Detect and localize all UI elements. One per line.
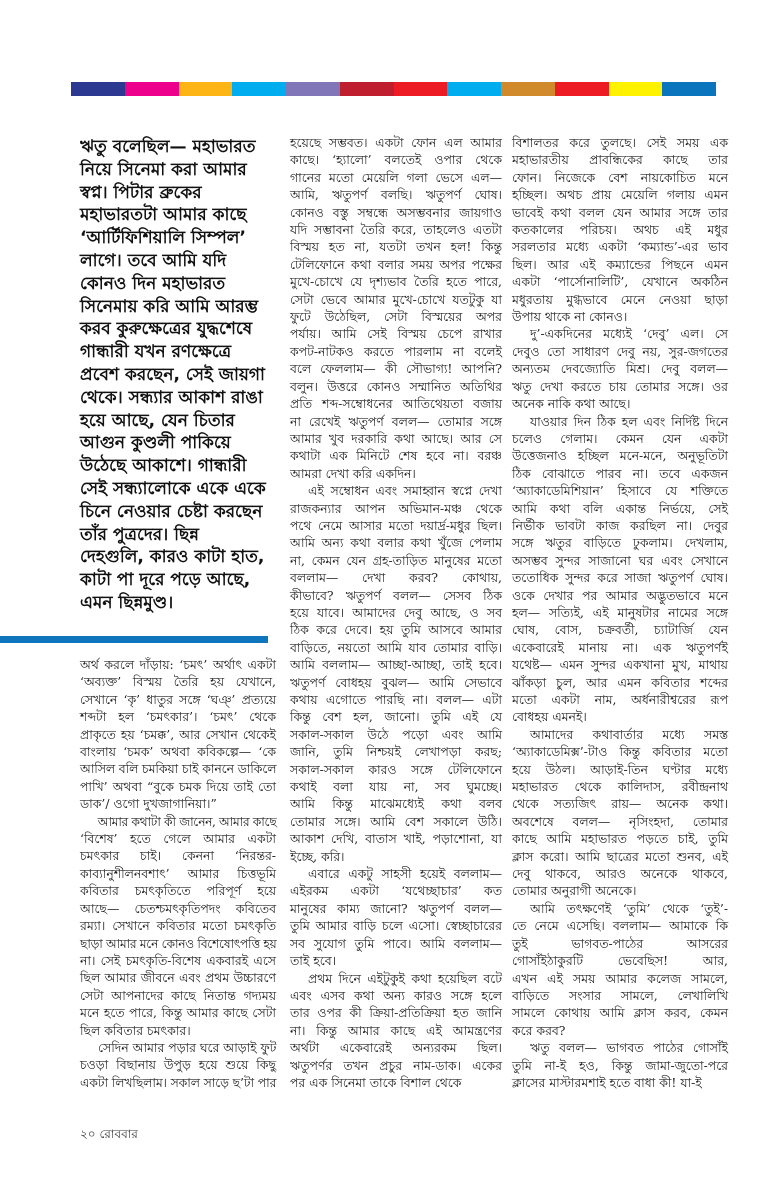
text-line: ঋতুপর্ণর তখন প্রচুর নাম-ডাক। একের	[290, 1057, 502, 1073]
text-line: ঋতু বলল— ভাগবত পাঠের গোসাঁই	[530, 1040, 728, 1056]
text-line: ছিল আমার জীবনে এবং প্রথম উচ্চারণে	[80, 970, 276, 986]
text-line: আমি, ঋতুপর্ণ বলছি। ঋতুপর্ণ ঘোষ।	[290, 187, 502, 203]
text-line: আমি তৎক্ষণেই ‘তুমি’ থেকে ‘তুই’-	[530, 900, 728, 916]
text-line: আকাশ দেখি, বাতাস খাই, পড়াশোনা, যা	[290, 831, 502, 847]
text-line: সেটা আপনাদের কাছে নিতান্ত গদ্যময়	[80, 987, 276, 1003]
pull-quote-line: সিনেমায় করি আমি আরম্ভ	[80, 296, 259, 317]
text-line: ছাড়া আমার মনে কোনও বিশেষোৎপত্তি হয়	[80, 935, 277, 951]
text-line: হয়েছে সম্ভবত। একটা ফোন এল আমার	[290, 135, 502, 150]
text-line: কথায় এগোতে পারছি না। বলল— এটা	[290, 692, 502, 707]
color-segment	[179, 82, 233, 96]
text-line: বাড়িতে সংসার সামলে, লেখালিখি	[512, 987, 728, 1003]
paragraph	[512, 134, 728, 325]
color-segment	[609, 82, 663, 96]
text-line: কপট-নাটকও করতে পারলাম না বলেই	[290, 343, 502, 359]
color-segment	[447, 82, 501, 96]
text-line: মানুষের কাম্য জানো? ঋতুপর্ণ বলল—	[290, 900, 502, 916]
paragraph	[290, 482, 502, 865]
text-line: দেবুও তো সাধারণ দেবু নয়, সুর-জগতের	[512, 343, 728, 359]
pull-quote-line: এমন ছিন্নমুণ্ড।	[80, 592, 174, 613]
text-line: একটা লিখছিলাম। সকাল সাড়ে ছ’টা পার	[80, 1074, 277, 1090]
text-line: করে করব?	[512, 1022, 566, 1038]
text-line: হয়ে উঠল। আড়াই-তিন ঘণ্টার মধ্যে	[512, 761, 728, 777]
text-line: বাংলায় ‘চমক’ অথবা কবিকল্পে— ‘কে	[80, 744, 276, 760]
pull-quote	[80, 136, 276, 615]
paragraph	[290, 970, 502, 1092]
pull-quote-line: করব কুরুক্ষেত্রের যুদ্ধশেষে	[80, 319, 253, 340]
text-line: মহাভারত থেকে কালিদাস, রবীন্দ্রনাথ	[512, 779, 728, 795]
text-line: বলুন। উত্তরে কোনও সম্মানিত অতিথির	[290, 378, 502, 394]
text-line: কোনও বস্তু সম্বন্ধে অসম্ভবনার জায়গাও	[290, 204, 502, 220]
text-line: ‘অব্যক্ত’ বিস্ময় তৈরি হয় যেখানে,	[80, 674, 276, 690]
text-line: যদি সম্ভাবনা তৈরি করে, তাহলেও এতটা	[290, 222, 502, 238]
color-segment	[340, 82, 394, 96]
text-line: আমি বললাম— আচ্ছা-আচ্ছা, তাই হবে।	[290, 657, 502, 673]
text-line: দু’-একদিনের মধ্যেই ‘দেবু’ এল। সে	[530, 326, 728, 342]
text-line: কথাই বলা যায় না, সব ঘুমচ্ছে।	[290, 779, 502, 795]
text-line: তুই ভাগবত-পাঠের আসরের	[512, 935, 728, 951]
text-line: না। কিন্তু আমার কাছে এই আমন্ত্রণের	[290, 1022, 502, 1038]
text-line: গানের মতো মেয়েলি গলা ভেসে এল—	[290, 169, 502, 185]
text-line: তুমি না-ই হও, কিন্তু জামা-জুতো-পরে	[512, 1057, 728, 1073]
pull-quote-line: লাগে। তবে আমি যদি	[80, 250, 227, 271]
text-line: সরলতার মধ্যে একটা ‘কম্যান্ড’-এর ভাব	[512, 239, 728, 255]
text-line: কাছে আমি মহাভারত পড়তে চাই, তুমি	[512, 831, 728, 847]
text-line: উপায় থাকে না কোনও।	[512, 309, 628, 325]
text-line: কীভাবে? ঋতুপর্ণ বলল— সেসব ঠিক	[290, 587, 502, 603]
text-line: কবিতার চমৎকৃতিতে পরিপূর্ণ হয়ে	[80, 883, 276, 899]
text-line: সব সুযোগ তুমি পাবে। আমি বললাম—	[290, 935, 502, 951]
text-line: পর এক সিনেমা তাকে বিশাল থেকে	[290, 1074, 462, 1090]
text-line: জানি, তুমি নিশ্চয়ই লেখাপড়া করছ;	[290, 744, 502, 760]
text-line: পাখি’ অথবা “বুকে চমক দিয়ে তাই তো	[80, 778, 276, 794]
text-line: এই সম্বোধন এবং সমাহ্বান স্বপ্নে দেখা	[308, 483, 502, 499]
text-line: প্রতি শব্দ-সম্বোধনের আতিথেয়তা বজায়	[290, 396, 502, 412]
color-segment	[125, 82, 179, 96]
text-line: আমাদের কথাবার্তার মধ্যে সমস্ত	[530, 726, 728, 742]
text-line: কতকালের পরিচয়। অথচ এই মধুর	[512, 222, 728, 238]
text-line: প্রথম দিনে এইটুকুই কথা হয়েছিল বটে	[308, 970, 502, 986]
pull-quote-line: মহাভারতটা আমার কাছে	[80, 205, 247, 226]
paragraph	[290, 134, 502, 482]
text-line: উত্তেজনাও হচ্ছিল মনে-মনে, অনুভূতিটা	[512, 448, 728, 464]
text-line: ফোন। নিজেকে বেশ নায়কোচিত মনে	[512, 169, 728, 185]
text-line: না, কেমন যেন গ্রহ-তাড়িত মানুষের মতো	[290, 552, 502, 568]
color-segment	[232, 82, 286, 96]
text-line: মুখে-চোখে যে দৃশ্যভাব তৈরি হতে পারে,	[290, 274, 502, 290]
article-column-1	[80, 656, 276, 1091]
text-line: তোমার অনুরাগী অনেকে।	[512, 883, 637, 899]
color-segment	[501, 82, 555, 96]
text-line: তার ওপর কী ক্রিয়া-প্রতিক্রিয়া হত জানি	[290, 1005, 502, 1021]
text-line: গোসাঁইঠাকুরটি ভেবেছিস! আর,	[512, 953, 728, 969]
text-line: ওকে দেখার পর আমার অদ্ভুতভাবে মনে	[512, 587, 728, 603]
text-line: ক্লাসের মাস্টারমশাই হতে বাধা কী! যা-ই	[512, 1074, 702, 1090]
text-line: সকাল-সকাল উঠে পড়ো এবং আমি	[290, 726, 502, 742]
text-line: তে নেমে এসেছি। বললাম— আমাকে কি	[512, 918, 728, 934]
pull-quote-line: গান্ধারী যখন রণক্ষেত্রে	[80, 342, 232, 363]
text-line: কিন্তু বেশ হল, জানো। তুমি এই যে	[290, 709, 502, 725]
text-line: যাওয়ার দিন ঠিক হল এবং নির্দিষ্ট দিনে	[530, 413, 728, 429]
text-line: আমি কথা বলি একান্ত নির্ভয়ে, সেই	[512, 500, 728, 516]
pull-quote-line: হয়ে আছে, যেন চিতার	[80, 410, 235, 431]
pull-quote-line: ‘আর্টিফিশিয়ালি সিম্পল’	[80, 228, 246, 249]
text-line: টেলিফোনে কথা বলার সময় অপর পক্ষের	[290, 256, 502, 272]
article-column-3	[512, 134, 728, 1091]
text-line: বিস্ময় হত না, যতটা তখন হল! কিন্তু	[290, 239, 502, 255]
page-footer	[80, 1126, 138, 1146]
text-line: চওড়া বিছানায় উপুড় হয়ে শুয়ে কিছু	[80, 1057, 276, 1073]
text-line: এবারে একটু সাহসী হয়েই বললাম—	[308, 866, 502, 882]
text-line: আমরা দেখা করি একদিন।	[290, 465, 416, 481]
color-segment	[394, 82, 448, 96]
text-line: দেবু থাকবে, আরও অনেকে থাকবে,	[512, 866, 728, 882]
text-line: হল— সত্যিই, এই মানুষটার নামের সঙ্গে	[512, 604, 728, 620]
text-line: ‘বিশেষ’ হতে গেলে আমার একটা	[80, 831, 276, 847]
text-line: ডাক’/ ওগো দুখজাগানিয়া।”	[80, 796, 217, 812]
text-line: তাই হবে।	[290, 953, 337, 969]
text-line: বোধহয় এমনই।	[512, 709, 587, 725]
decorative-color-bar	[71, 82, 716, 96]
text-line: ঠিক করে দেবে। হয় তুমি আসবে আমার	[290, 622, 502, 638]
color-segment	[662, 82, 716, 96]
text-line: সেখানে ‘কৃ’ ধাতুর সঙ্গে ‘ঘঞ্’ প্রত্যয়ে	[80, 691, 276, 707]
text-line: চলেও গেলাম। কেমন যেন একটা	[512, 430, 728, 446]
text-line: আমার কথাটা কী জানেন, আমার কাছে	[97, 813, 277, 829]
text-line: ইচ্ছে, করি।	[290, 848, 345, 864]
text-line: বাড়িতে, নয়তো আমি যাব তোমার বাড়ি।	[290, 639, 502, 655]
text-line: নির্ভীক ভাবটা কাজ করছিল না। দেবুর	[512, 517, 728, 533]
text-line: সকাল-সকাল কারও সঙ্গে টেলিফোনে	[290, 761, 502, 777]
text-line: চমৎকার চাই। কেননা ‘নিরন্তর-	[80, 848, 276, 864]
pull-quote-line: নিয়ে সিনেমা করা আমার	[80, 159, 247, 180]
pull-quote-line: তাঁর পুত্রদের। ছিন্ন	[80, 524, 199, 545]
text-line: এইরকম একটা ‘যথেচ্ছাচার’ কত	[290, 883, 502, 899]
paragraph	[290, 865, 502, 969]
pull-quote-line: উঠেছে আকাশে। গান্ধারী	[80, 456, 247, 477]
text-line: কাব্যানুশীলনবশাৎ’ আমার চিত্তভূমি	[80, 865, 276, 881]
text-line: একটা ‘পার্সোনালিটি’, যেখানে অকঠিন	[512, 274, 728, 290]
text-line: বিশালতর করে তুলছে। সেই সময় এক	[512, 135, 728, 150]
pull-quote-line: কাটা পা দূরে পড়ে আছে,	[80, 570, 251, 591]
paragraph	[80, 813, 276, 1039]
text-line: ছিল। আর এই কম্যান্ডের পিছনে এমন	[512, 256, 728, 272]
pull-quote-line: কোনও দিন মহাভারত	[80, 273, 226, 294]
text-line: পথে নেমে আসার মতো দয়ার্দ্র-মধুর ছিল।	[290, 517, 502, 533]
section-divider	[0, 636, 268, 643]
text-line: ফুটে উঠেছিল, সেটা বিস্ময়ের অপর	[290, 309, 502, 325]
text-line: কথাটা এক মিনিটে শেষ হবে না। বরঞ্চ	[290, 448, 502, 464]
pull-quote-line: থেকে। সন্ধ্যার আকাশ রাঙা	[80, 387, 263, 408]
text-line: ঝাঁকড়া চুল, আর এমন কবিতার শব্দের	[512, 674, 728, 690]
text-line: তোমার সঙ্গে। আমি বেশ সকালে উঠি।	[290, 813, 502, 829]
text-line: অসম্ভব সুন্দর সাজানো ঘর এবং সেখানে	[512, 552, 728, 568]
text-line: অন্যতম দেবজ্যোতি মিশ্র। দেবু বলল—	[512, 361, 728, 377]
text-line: হচ্ছিল। অথচ প্রায় মেয়েলি গলায় এমন	[512, 187, 728, 203]
pull-quote-line: সেই সন্ধ্যালোকে একে একে	[80, 478, 266, 499]
pull-quote-line: প্রবেশ করছেন, সেই জায়গা	[80, 364, 265, 385]
text-line: ঠিক বোঝাতে পারব না। তবে একজন	[512, 465, 728, 481]
pull-quote-line: স্বপ্ন। পিটার ব্রুকের	[80, 182, 202, 203]
text-line: অর্থ করলে দাঁড়ায়: ‘চমৎ’ অর্থাৎ একটা	[80, 657, 276, 672]
paragraph	[512, 900, 728, 1039]
text-line: না। সেই চমৎকৃতি-বিশেষ একবারই এসে	[80, 952, 276, 968]
text-line: ক্লাস করো। আমি ছাত্রের মতো শুনব, এই	[512, 848, 728, 864]
text-line: বললাম— দেখা করব? কোথায়,	[290, 570, 502, 586]
paragraph	[512, 325, 728, 412]
text-line: সেদিন আমার পড়ার ঘরে আড়াই ফুট	[98, 1039, 277, 1055]
pull-quote-line: আগুন কুণ্ডলী পাকিয়ে	[80, 433, 231, 454]
text-line: অনেক নাকি কথা আছে।	[512, 396, 631, 412]
text-line: থেকে সত্যজিৎ রায়— অনেক কথা।	[512, 796, 728, 812]
text-line: পর্যায়। আমি সেই বিস্ময় চেপে রাখার	[290, 326, 502, 342]
magazine-name: রোববার	[99, 1127, 138, 1141]
text-line: বলে ফেললাম— কী সৌভাগ্য! আপনি?	[290, 361, 502, 377]
paragraph	[512, 1039, 728, 1091]
color-segment	[71, 82, 125, 96]
text-line: আমি কিন্তু মাঝেমধ্যেই কথা বলব	[290, 796, 502, 812]
text-line: ভাবেই কথা বলল যেন আমার সঙ্গে তার	[512, 204, 728, 220]
text-line: আসিল বলি চমকিয়া চাই কাননে ডাকিলে	[80, 761, 277, 777]
text-line: যথেষ্ট— এমন সুন্দর একখানা মুখ, মাথায়	[512, 657, 728, 673]
pull-quote-line: দেহগুলি, কারও কাটা হাত,	[80, 547, 265, 568]
text-line: ‘অ্যাকাডেমিক্স’-টাও কিন্তু কবিতার মতো	[512, 744, 728, 760]
text-line: ছিল কবিতার চমৎকার।	[80, 1022, 191, 1038]
text-line: অর্থটা একেবারেই অন্যরকম ছিল।	[290, 1040, 502, 1056]
paragraph	[512, 726, 728, 900]
text-line: ততোধিক সুন্দর করে সাজা ঋতুপর্ণ ঘোষ।	[512, 570, 728, 586]
text-line: ঋতুপর্ণ বোধহয় বুঝল— আমি সেভাবে	[290, 674, 502, 690]
text-line: আমি অন্য কথা বলার কথা খুঁজে পেলাম	[290, 535, 502, 551]
text-line: না রেখেই ঋতুপর্ণ বলল— তোমার সঙ্গে	[290, 413, 502, 429]
text-line: আমার খুব দরকারি কথা আছে। আর সে	[290, 430, 502, 446]
color-segment	[555, 82, 609, 96]
page-number: ২০	[80, 1127, 96, 1141]
text-line: কাছে। ‘হ্যালো’ বলতেই ওপার থেকে	[290, 152, 502, 168]
text-line: সঙ্গে ঋতুর বাড়িতে ঢুকলাম। দেখলাম,	[512, 535, 728, 551]
article-column-2	[290, 134, 502, 1091]
text-line: হয়ে যাবে। আমাদের দেবু আছে, ও সব	[290, 604, 502, 620]
color-segment	[286, 82, 340, 96]
text-line: তুমি আমার বাড়ি চলে এসো। স্বেচ্ছাচারের	[290, 918, 502, 934]
paragraph	[80, 656, 276, 813]
text-line: মতো একটা নাম, অর্ধনারীশ্বরের রূপ	[512, 692, 728, 707]
text-line: এখন এই সময় আমার কলেজ সামলে,	[512, 970, 728, 986]
text-line: ‘অ্যাকাডেমিশিয়ান’ হিসাবে যে শক্তিতে	[512, 483, 728, 499]
text-line: ঋতু দেখা করতে চায় তোমার সঙ্গে। ওর	[512, 378, 728, 394]
text-line: এবং এসব কথা অন্য কারও সঙ্গে হলে	[290, 987, 502, 1003]
text-line: সামলে কোথায় আমি ক্লাস করব, কেমন	[512, 1005, 728, 1021]
text-line: মনে হতে পারে, কিন্তু আমার কাছে সেটা	[80, 1005, 276, 1021]
paragraph	[512, 413, 728, 726]
text-line: শব্দটা হল ‘চমৎকার’। ‘চমৎ’ থেকে	[80, 709, 276, 725]
text-line: মহাভারতীয় প্রাবন্ধিকের কাছে তার	[512, 152, 728, 168]
text-line: সেটা ভেবে আমার মুখে-চোখে যতটুকু যা	[290, 291, 502, 307]
pull-quote-line: চিনে নেওয়ার চেষ্টা করছেন	[80, 501, 263, 522]
text-line: একেবারেই মানায় না। এক ঋতুপর্ণই	[512, 639, 728, 655]
text-line: রম্যা। সেখানে কবিতার মতো চমৎকৃতি	[80, 918, 276, 934]
pull-quote-line: ঋতু বলেছিল— মহাভারত	[80, 137, 256, 157]
text-line: প্রাকৃতে হয় ‘চমক্ক’, আর সেখান থেকেই	[80, 726, 276, 742]
text-line: অবশেষে বলল— নৃসিংহদা, তোমার	[512, 813, 728, 829]
text-line: রাজকন্যার আপন অভিমান-মঞ্চ থেকে	[290, 500, 502, 516]
text-line: আছে— চেতশ্চমৎকৃতিপদং কবিতেব	[80, 900, 276, 916]
paragraph	[80, 1039, 276, 1091]
text-line: মধুরতায় মুগ্ধভাবে মেনে নেওয়া ছাড়া	[512, 291, 728, 307]
text-line: ঘোষ, বোস, চক্রবর্তী, চ্যাটার্জি যেন	[512, 622, 728, 638]
